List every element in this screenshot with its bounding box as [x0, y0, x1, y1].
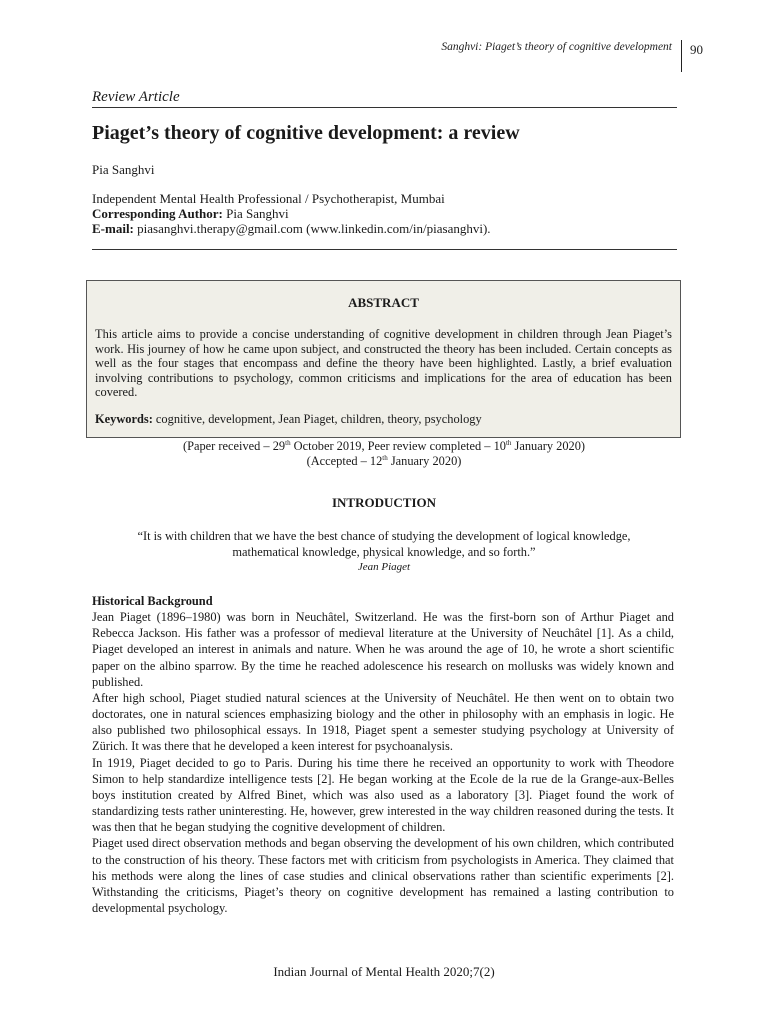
author-info: [92, 191, 491, 236]
accepted-sup: th: [382, 453, 388, 462]
corresponding-label: Corresponding Author:: [92, 206, 223, 221]
author-name: Pia Sanghvi: [92, 162, 155, 177]
keywords-label: Keywords:: [95, 411, 153, 426]
paragraph: Jean Piaget (1896–1980) was born in Neuchâtel, Switzerland. He was the first-born son of Arthur Piaget and Rebecca Jackson. His father was a professor of medieval literature at the University of Neuchâtel [1]. As a child, Piaget developed an interest in animals and nature. When he was around the age of 10, he wrote a short scientific paper on the albino sparrow. By the time he reached adolescence his research on mollusks was widely known and published.: [92, 610, 674, 689]
affiliation-rule: [92, 249, 677, 250]
quote-line-2: mathematical knowledge, physical knowledge, and so forth.”: [232, 545, 536, 559]
abstract-heading: ABSTRACT: [348, 295, 419, 310]
corresponding-value: Pia Sanghvi: [222, 206, 289, 221]
email-label: E-mail:: [92, 221, 134, 236]
running-head: Sanghvi: Piaget’s theory of cognitive development: [441, 41, 672, 53]
received-prefix: (Paper received – 29: [182, 439, 286, 453]
body-section: [92, 593, 674, 916]
affiliation: Independent Mental Health Professional / Psychotherapist, Mumbai: [92, 191, 445, 206]
quote-line-1: “It is with children that we have the best chance of studying the development of logical knowledge,: [137, 529, 631, 543]
corresponding-author: [92, 206, 491, 221]
received-line: [0, 439, 768, 454]
abstract-box: [86, 280, 681, 438]
epigraph: [0, 528, 768, 574]
paragraph: Piaget used direct observation methods and began observing the development of his own children, which contributed to the construction of his theory. These factors met with criticism from psychologists in America. They claimed that his methods were along the lines of case studies and clinical observations rather than scientific experiments [2]. Withstanding the criticisms, Piaget’s theory on cognitive development has remained a lasting contribution to developmental psychology.: [92, 836, 674, 915]
paragraph: In 1919, Piaget decided to go to Paris. During his time there he received an opportunity to work with Theodore Simon to help standardize intelligence tests [2]. He began working at the Ecole de la rue de la Grange-aux-Belles boys institution created by Alfred Binet, which was also used as a laboratory [3]. Piaget found the work of standardizing tests rather uninteresting. He, however, grew interested in the way children reasoned during the tests. It was then that he began studying the cognitive development of children.: [92, 755, 674, 835]
article-type: Review Article: [92, 89, 180, 105]
received-sup: th: [285, 438, 291, 447]
received-mid: October 2019, Peer review completed – 10: [290, 439, 506, 453]
page-number: 90: [690, 42, 703, 57]
received-suffix: January 2020): [511, 439, 586, 453]
email-value: piasanghvi.therapy@gmail.com (www.linkedin.com/in/piasanghvi).: [133, 221, 491, 236]
email-line: [92, 221, 491, 236]
keywords: [95, 412, 672, 427]
quote-author: Jean Piaget: [357, 561, 411, 573]
accepted-suffix: January 2020): [387, 454, 462, 468]
accepted-prefix: (Accepted – 12: [306, 454, 383, 468]
introduction-heading: INTRODUCTION: [331, 495, 436, 510]
article-title: Piaget’s theory of cognitive development: a review: [92, 122, 520, 144]
header-divider: [681, 40, 682, 72]
journal-footer: Indian Journal of Mental Health 2020;7(2): [273, 964, 495, 979]
keywords-value: cognitive, development, Jean Piaget, children, theory, psychology: [152, 411, 482, 426]
paragraph: After high school, Piaget studied natural sciences at the University of Neuchâtel. He then went on to obtain two doctorates, one in natural sciences emphasizing biology and the other in philosophy with an emphasis in logic. He also published two philosophical essays. In 1918, Piaget spent a semester studying psychology at University of Zürich. It was there that he developed a keen interest for psychoanalysis.: [92, 690, 674, 754]
abstract-text: This article aims to provide a concise understanding of cognitive development in children through Jean Piaget’s work. His journey of how he came upon subject, and constructed the theory has been included. Certain concepts as well as the four stages that encompass and define the theory have been highlighted. Lastly, a brief evaluation involving contributions to psychology, common criticisms and implications for the area of education has been covered.: [95, 327, 672, 399]
accepted-line: [0, 454, 768, 469]
submission-dates: [0, 439, 768, 469]
review-sup: th: [505, 438, 512, 447]
section-heading: Historical Background: [92, 594, 213, 608]
top-rule: [92, 107, 677, 108]
